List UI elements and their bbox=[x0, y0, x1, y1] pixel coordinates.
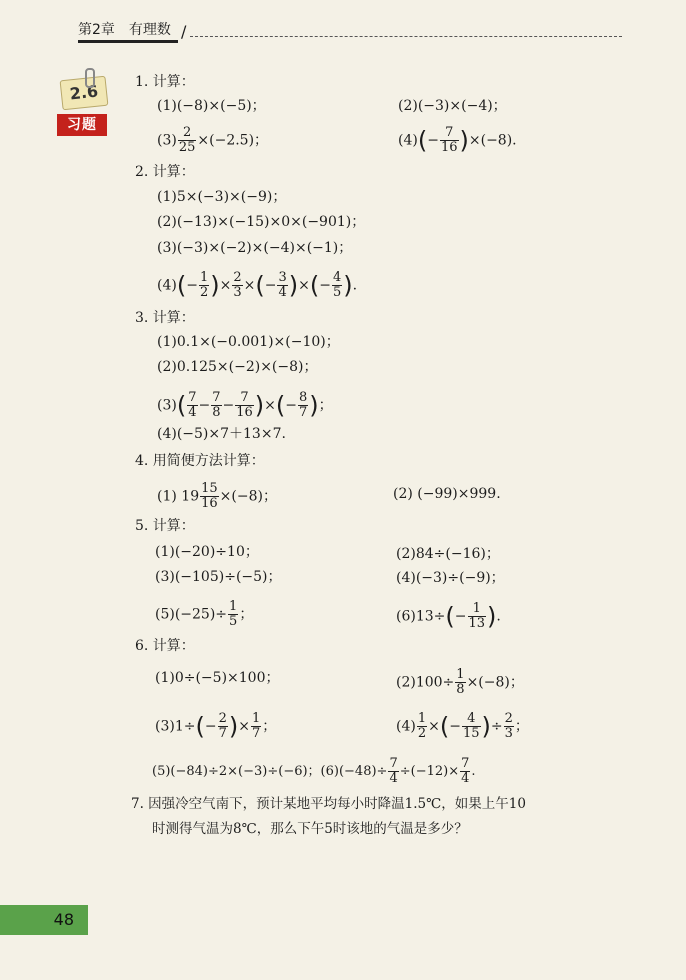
exercise-2-4: (4)(− $\frac{1}{2}$ )× $\frac{2}{3}$ ×(− $\frac{3}{4}$ )×(− $\frac{4}{5}$ ). bbox=[157, 270, 358, 300]
exercise-2-1: (1)5×(−3)×(−9)； bbox=[157, 189, 287, 205]
exercise-3-3: (3)( $\frac{7}{4}$ − $\frac{7}{8}$ − $\frac{7}{16}$ )×(− $\frac{8}{7}$ )； bbox=[157, 390, 333, 420]
exercise-1-3: (3) $\frac{2}{25}$ ×(−2.5)； bbox=[157, 125, 269, 155]
exercise-1-2: (2)(−3)×(−4)； bbox=[398, 98, 507, 114]
exercise-6-5-6: (5)(−84)÷2×(−3)÷(−6)；(6)(−48)÷ $\frac{7}{4}$ ÷(−12)× $\frac{7}{4}$ . bbox=[152, 756, 476, 786]
chapter-header bbox=[78, 20, 623, 42]
page-number: 48 bbox=[53, 910, 74, 929]
exercise-6-2: (2)100÷ $\frac{1}{8}$ ×(−8)； bbox=[396, 667, 524, 697]
exercise-5-5: (5)(−25)÷ $\frac{1}{5}$ ； bbox=[155, 599, 254, 629]
exercise-5-4: (4)(−3)÷(−9)； bbox=[396, 570, 505, 586]
paperclip-icon bbox=[85, 68, 95, 88]
exercise-3-1: (1)0.1×(−0.001)×(−10)； bbox=[157, 334, 340, 350]
exercise-6-1: (1)0÷(−5)×100； bbox=[155, 670, 280, 686]
exercise-5-2: (2)84÷(−16)； bbox=[396, 546, 500, 562]
exercise-6-3: (3)1÷(− $\frac{2}{7}$ )× $\frac{1}{7}$ ； bbox=[155, 711, 277, 741]
exercise-label: 习题 bbox=[57, 114, 107, 136]
exercise-1-title: 1. 计算： bbox=[135, 74, 195, 90]
exercise-1-1: (1)(−8)×(−5)； bbox=[157, 98, 266, 114]
exercise-2-3: (3)(−3)×(−2)×(−4)×(−1)； bbox=[157, 240, 353, 256]
exercise-4-title: 4. 用简便方法计算： bbox=[135, 453, 265, 469]
exercise-4-1: (1) 19 $\frac{15}{16}$ ×(−8)； bbox=[157, 481, 277, 511]
exercise-5-6: (6)13÷(− $\frac{1}{13}$ ). bbox=[396, 601, 501, 631]
header-slash: / bbox=[181, 22, 187, 41]
exercise-badge bbox=[55, 68, 110, 142]
exercise-7-line-1: 7. 因强冷空气南下，预计某地平均每小时降温1.5℃，如果上午10 bbox=[131, 796, 526, 812]
exercise-5-1: (1)(−20)÷10； bbox=[155, 544, 259, 560]
exercise-2-title: 2. 计算： bbox=[135, 164, 195, 180]
exercise-1-4: (4)(− $\frac{7}{16}$ )×(−8). bbox=[398, 125, 517, 155]
exercise-7-line-2: 时测得气温为8℃，那么下午5时该地的气温是多少？ bbox=[152, 821, 468, 837]
exercise-5-3: (3)(−105)÷(−5)； bbox=[155, 569, 282, 585]
exercise-3-title: 3. 计算： bbox=[135, 310, 195, 326]
chapter-title: 第2章 有理数 bbox=[78, 22, 171, 38]
header-underline bbox=[78, 40, 178, 43]
exercise-2-2: (2)(−13)×(−15)×0×(−901)； bbox=[157, 214, 366, 230]
header-dashed-line bbox=[190, 36, 622, 37]
exercise-3-2: (2)0.125×(−2)×(−8)； bbox=[157, 359, 318, 375]
page-number-tab bbox=[0, 905, 88, 935]
exercise-6-title: 6. 计算： bbox=[135, 638, 195, 654]
section-number: 2.6 bbox=[60, 76, 109, 111]
exercise-6-4: (4) $\frac{1}{2}$ ×(− $\frac{4}{15}$ )÷ $\frac{2}{3}$ ； bbox=[396, 711, 529, 741]
exercise-5-title: 5. 计算： bbox=[135, 518, 195, 534]
exercise-4-2: (2) (−99)×999. bbox=[393, 486, 501, 502]
exercise-3-4: (4)(−5)×7＋13×7. bbox=[157, 426, 286, 442]
